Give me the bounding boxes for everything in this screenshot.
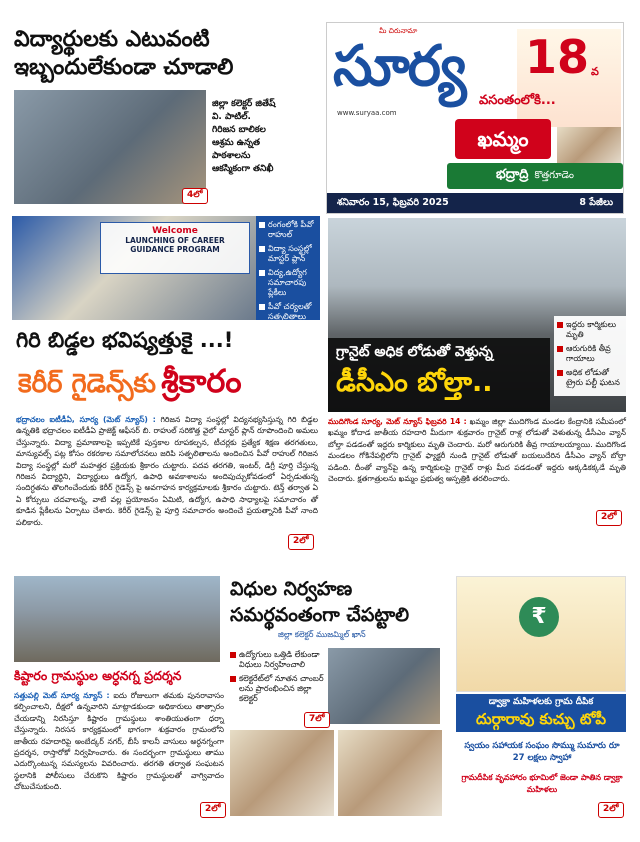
story4-headline: కిష్టారం గ్రామస్థుల అర్ధనగ్న ప్రదర్శన xyxy=(14,668,182,683)
story2-subhead: గిరి బిడ్డల భవిష్యత్తుకై ...! xyxy=(16,328,234,352)
story5-bullets: ఉద్యోగులు ఒత్తిడి లేకుండా విధులు నిర్వహించాలి కలెక్టరేట్‌లో నూతన చాంబర్ లను ప్రారంభించిన జిల్లా కలెక్టర్ xyxy=(230,650,324,708)
story2-headline-accent: శ్రీకారం xyxy=(161,362,242,400)
story2-headline-main: కెరీర్ గైడెన్స్‌కు xyxy=(18,369,156,399)
story4-photo xyxy=(14,576,220,662)
story1-caption: జిల్లా కలెక్టర్ జితేష్ వి. పాటిల్. గిరిజన బాలికల ఆశ్రమ ఉన్నత పాఠశాలను ఆకస్మికంగా తనిఖీ xyxy=(212,99,276,174)
masthead-tagline: మీ చిరునామా xyxy=(379,27,418,35)
story5-byline: జిల్లా కలెక్టర్ ముజమ్మిల్ ఖాన్ xyxy=(278,630,366,639)
story-dcm-accident xyxy=(328,218,626,528)
anniversary-text: వసంతంలోకి... xyxy=(479,93,556,108)
story6-illustration xyxy=(456,576,626,692)
story-dwcra-fraud xyxy=(456,576,626,822)
story2-bullets: రంగంలోకి పీవో రాహుల్ విద్యా సంస్థల్లో మాస్టర్ ప్లాన్ విద్య,ఉద్యోగ సమాచారపు ప్లేకీలు పీవో చర్యలతో సత్ఫలితాలు xyxy=(256,216,320,320)
date-bar xyxy=(327,193,623,213)
story1-photo xyxy=(14,90,206,204)
district-name: ఖమ్మం xyxy=(477,127,529,151)
story2-body: భద్రాచలం ఐటీడీఏ, సూర్య (మెట్ న్యూస్) : గిరిజన విద్యా సంస్థల్లో విద్యనభ్యసిస్తున్న గిరి బిడ్డల ఉన్నతికి భద్రాచలం ఐటీడీఏ ప్రాజెక్ట్ ఆఫీసర్ బి. రాహుల్ సరికొత్త వైలో మాస్టర్ ప్లాన్ రూపొందించి అమలు చేస్తున్నారు. విద్యా ప్రమాణాలపై ఇప్పటికే పుస్తకాల రూపకల్పన, టీచర్లకు ప్రత్యేక శిక్షణ తరగతులు, మాన్యువల్స్ పట్ల కోసం రకరకాల సమాలోచనలు జరిపి సత్ఫలితాలను అందించిన పీవో రాహుల్ గిరిజన విద్యా సంస్థల్లో మరో మహత్తర ప్రక్రియకు శ్రీకారం చుట్టారు. పదవ తరగతి, ఇంటర్, డిగ్రీ పూర్తి చేస్తున్న గిరిజన విద్యార్థిని, విద్యార్థులు ఉద్యోగ, ఉపాధి అవకాశాలను అందిపుచ్చుకోవడంలో ఏర్పడుతున్న సందిగ్ధతను తొలగించేందుకు కెరీర్ గైడెన్స్ పై అవగాహన కార్యక్రమాలకు శ్రీకారం చుట్టారు. టెన్త్ తర్వాత ఏ ఏ కోర్సులు చదవాలన్న, వాటి వల్ల ప్రయోజనం ఏమిటి, ఉద్యోగ, ఉపాధి సాధ్యాలపై సమాచారం తో కూడిన ప్లేకీలను ఏర్పాటు చేశారు. కెరీర్ గైడెన్స్ పై పూర్తి సమాచారం అందించే ప్రయత్నానికి పీవో నాంది పలికారు. xyxy=(16,415,319,527)
page-count: 8 పేజీలు xyxy=(579,196,613,208)
story5-photo-3 xyxy=(338,730,442,816)
story5-photo-1 xyxy=(328,648,440,724)
masthead-logo: సూర్య xyxy=(333,34,465,99)
district2-name-b: కొత్తగూడెం xyxy=(534,170,574,181)
district2-name-a: భద్రాద్రి xyxy=(495,167,529,182)
story2-headline xyxy=(18,362,242,408)
story3-body: ముదిగొండ సూర్య, మెట్ న్యూస్ ఫిబ్రవరి 14 : ఖమ్మం జిల్లా ముదిగొండ మండల కేంద్రానికి సమీపంలో ఖమ్మం కోదాడ జాతీయ రహదారి మీదుగా శుక్రవారం గ్రానైట్ రాళ్ల లోడుతో వెళుతున్న డీసీఎం వ్యాన్ బోల్తా పడడంతో ఇద్దరు కార్మికులు మృతి చెందారు. మరో ఆరుగురికి తీవ్ర గాయాలయ్యాయి. ముదిగొండ మండలం గోకినేపల్లిలోని గ్రానైట్ ఫ్యాక్టరీ నుండి గ్రానైట్ లోడుతో బయలుదేరిన డీసీఎం వ్యాన్ బోల్తా పడింది. దీంతో వ్యాన్‌పై ఉన్న కార్మికులపై గ్రానైట్ రాళ్లు మీద పడడంతో ఇద్దరు అక్కడికక్కడే మృతి చెందారు. క్షతగాత్రులను ఖమ్మం ప్రభుత్వ ఆస్పత్రికి తరలించారు. xyxy=(328,417,626,484)
story5-photo-2 xyxy=(230,730,334,816)
story-kishtaram-protest xyxy=(14,576,224,816)
story3-headline-band xyxy=(328,338,550,412)
masthead xyxy=(326,22,624,214)
story6-headline-2: దుర్గారావు కుచ్చు టోపీ xyxy=(475,710,607,728)
story6-sub-1: స్వయం సహాయక సంఘం సొమ్ము సుమారు రూ 27 లక్షలు స్వాహా xyxy=(464,741,620,763)
story2-banner: Welcome LAUNCHING OF CAREER GUIDANCE PROGRAM xyxy=(100,222,250,274)
issue-date: శనివారం 15, ఫిబ్రవరి 2025 xyxy=(337,196,449,208)
story5-headline-2: సమర్థవంతంగా చేపట్టాలి xyxy=(230,604,410,626)
story4-page-ref: 2లో xyxy=(200,802,226,818)
anniversary-badge xyxy=(479,29,621,127)
story-school-inspection xyxy=(14,26,316,206)
district2-ribbon xyxy=(447,163,623,189)
story5-page-ref: 7లో xyxy=(304,712,330,728)
story1-headline-2: ఇబ్బందులేకుండా చూడాలి xyxy=(14,55,234,80)
story2-photo xyxy=(12,216,256,320)
story1-page-ref: 4లో xyxy=(182,188,208,204)
temple-image xyxy=(557,127,621,167)
story4-body: సత్తుపల్లి మెట్ సూర్య న్యూస్ : ఐదు రోజులుగా తమకు పునరావాసం కల్పించాలని, దీక్షలో ఉన్నవారిని మాట్లాడకుండా అధికారులు తాత్సారం చేయడాన్ని నిరసిస్తూ కిష్టారం గ్రామస్థులు శాంతియుతంగా ధర్నా చేస్తున్నారు. నిరసన కార్యక్రమంలో భాగంగా శుక్రవారం గ్రామంలోని జాతీయ రహదారిపై అంబేద్కర్ నగర్, బీసీ కాలనీ వాసులు అర్ధనగ్నంగా ప్రదర్శన, రాస్తారోకో నిర్వహించారు. ఈ సందర్భంగా గ్రామస్థులు తాము ఎదుర్కొంటున్న సమస్యలను వివరించారు. తరగతి తర్వాత సంఘటన స్థలానికి పోలీసులు చేరుకొని కిష్టారం గ్రామస్థులతో వాగ్వివాదం చోటుచేసుకుంది. xyxy=(14,691,225,792)
district-ribbon xyxy=(455,119,551,159)
story3-page-ref: 2లో xyxy=(596,510,622,526)
story-collector-duties xyxy=(230,576,446,822)
anniversary-number: 18 xyxy=(525,30,590,84)
story1-headline-1: విద్యార్థులకు ఎటువంటి xyxy=(14,27,210,52)
story6-headline-1: డ్వాక్రా మహిళలకు గ్రామ దీపిక xyxy=(488,697,594,707)
anniversary-suffix: వ xyxy=(591,65,599,78)
story6-headline-band xyxy=(456,694,626,732)
story3-bullets: ఇద్దరు కార్మికులు మృతి ఆరుగురికి తీవ్ర గాయాలు అధిక లోడుతో ట్రైరు పల్టీ ఘటన xyxy=(554,316,626,396)
story3-subhead: గ్రానైట్ అధిక లోడుతో వెళ్తున్న xyxy=(336,344,493,360)
story3-headline: డీసీఎం బోల్తా.. xyxy=(336,367,493,398)
rupee-icon: ₹ xyxy=(519,597,559,637)
masthead-url: www.suryaa.com xyxy=(337,109,397,117)
story6-page-ref: 2లో xyxy=(598,802,624,818)
story6-sub-2: గ్రామదీపిక వృవహారం భూమిలో జెండా పాతిన డ్వాక్రా మహిళలు xyxy=(461,773,623,794)
story5-headline-1: విధుల నిర్వహణ xyxy=(230,578,353,600)
story2-page-ref: 2లో xyxy=(288,534,314,550)
